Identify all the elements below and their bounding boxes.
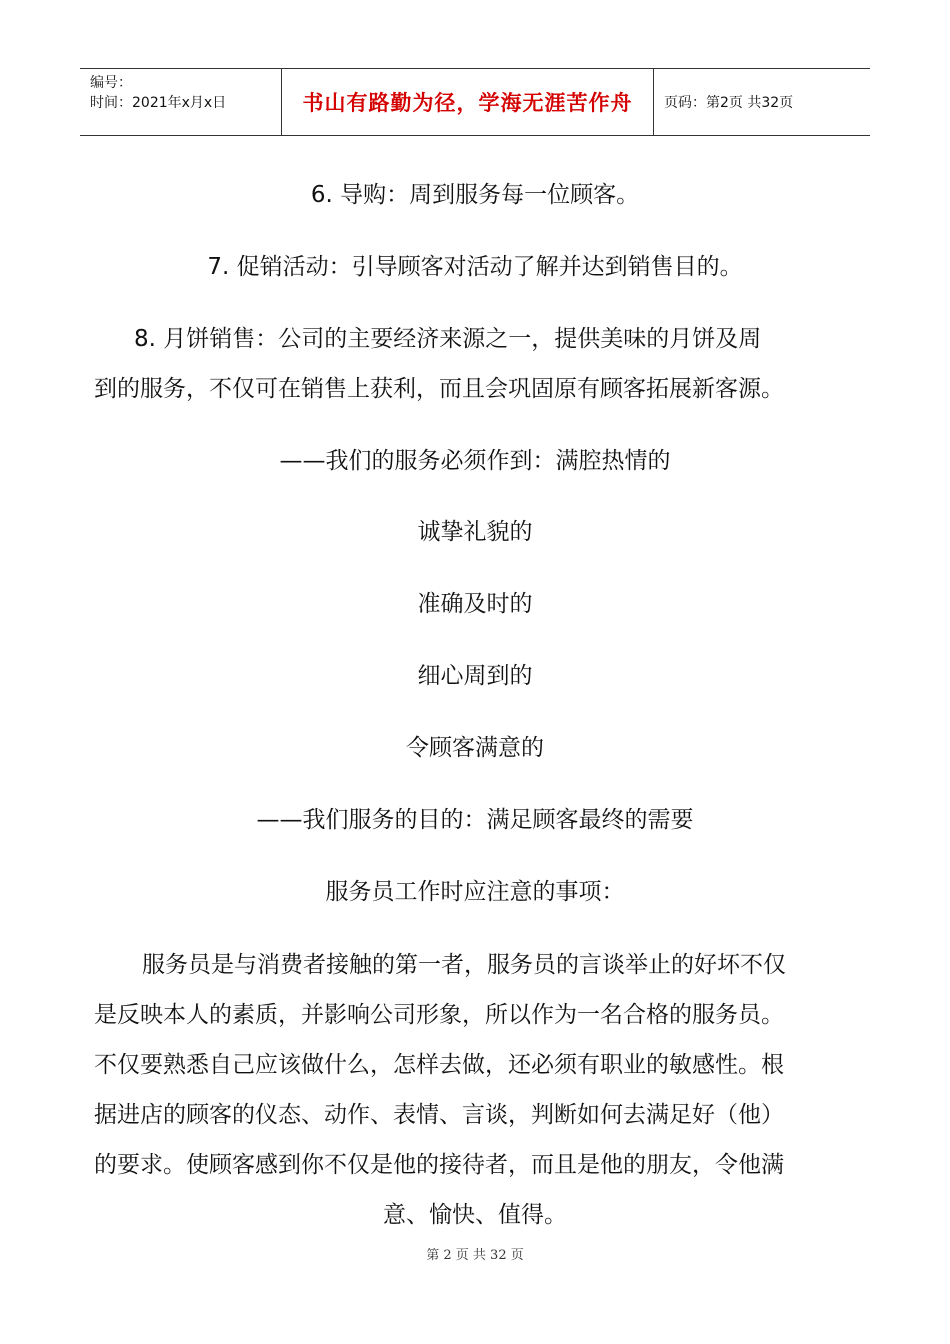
- paragraph-line: 据进店的顾客的仪态、动作、表情、言谈，判断如何去满足好（他）: [94, 1102, 784, 1128]
- paragraph-line: 服务员是与消费者接触的第一者，服务员的言谈举止的好坏不仅: [142, 952, 786, 978]
- service-item: 准确及时的: [417, 591, 533, 617]
- header-info-cell: [80, 69, 282, 135]
- paragraph-line: 的要求。使顾客感到你不仅是他的接待者，而且是他的朋友，令他满: [94, 1152, 784, 1178]
- header-date: 时间：2021年x月x日: [90, 95, 227, 111]
- notes-title: 服务员工作时应注意的事项：: [325, 879, 625, 905]
- paragraph-line: 是反映本人的素质，并影响公司形象，所以作为一名合格的服务员。: [94, 1002, 784, 1028]
- header-page-info: 页码：第2页 共32页: [664, 95, 794, 111]
- service-heading: ——我们的服务必须作到：满腔热情的: [279, 448, 671, 474]
- page-header: [80, 68, 870, 136]
- item-8-line1: 8. 月饼销售：公司的主要经济来源之一，提供美味的月饼及周: [134, 326, 762, 352]
- item-7: 7. 促销活动：引导顾客对活动了解并达到销售目的。: [207, 254, 743, 280]
- service-item: 细心周到的: [417, 663, 533, 689]
- item-8-line2: 到的服务，不仅可在销售上获利，而且会巩固原有顾客拓展新客源。: [94, 376, 784, 402]
- header-number-label: 编号：: [90, 75, 132, 91]
- service-purpose: ——我们服务的目的：满足顾客最终的需要: [256, 807, 694, 833]
- service-item: 令顾客满意的: [406, 735, 544, 761]
- paragraph-line: 意、愉快、值得。: [383, 1202, 567, 1228]
- page-footer: 第 2 页 共 32 页: [426, 1248, 524, 1263]
- service-item: 诚挚礼貌的: [417, 519, 533, 545]
- header-motto: 书山有路勤为径，学海无涯苦作舟: [282, 69, 654, 135]
- item-6: 6. 导购：周到服务每一位顾客。: [310, 182, 640, 208]
- paragraph-line: 不仅要熟悉自己应该做什么，怎样去做，还必须有职业的敏感性。根: [94, 1052, 784, 1078]
